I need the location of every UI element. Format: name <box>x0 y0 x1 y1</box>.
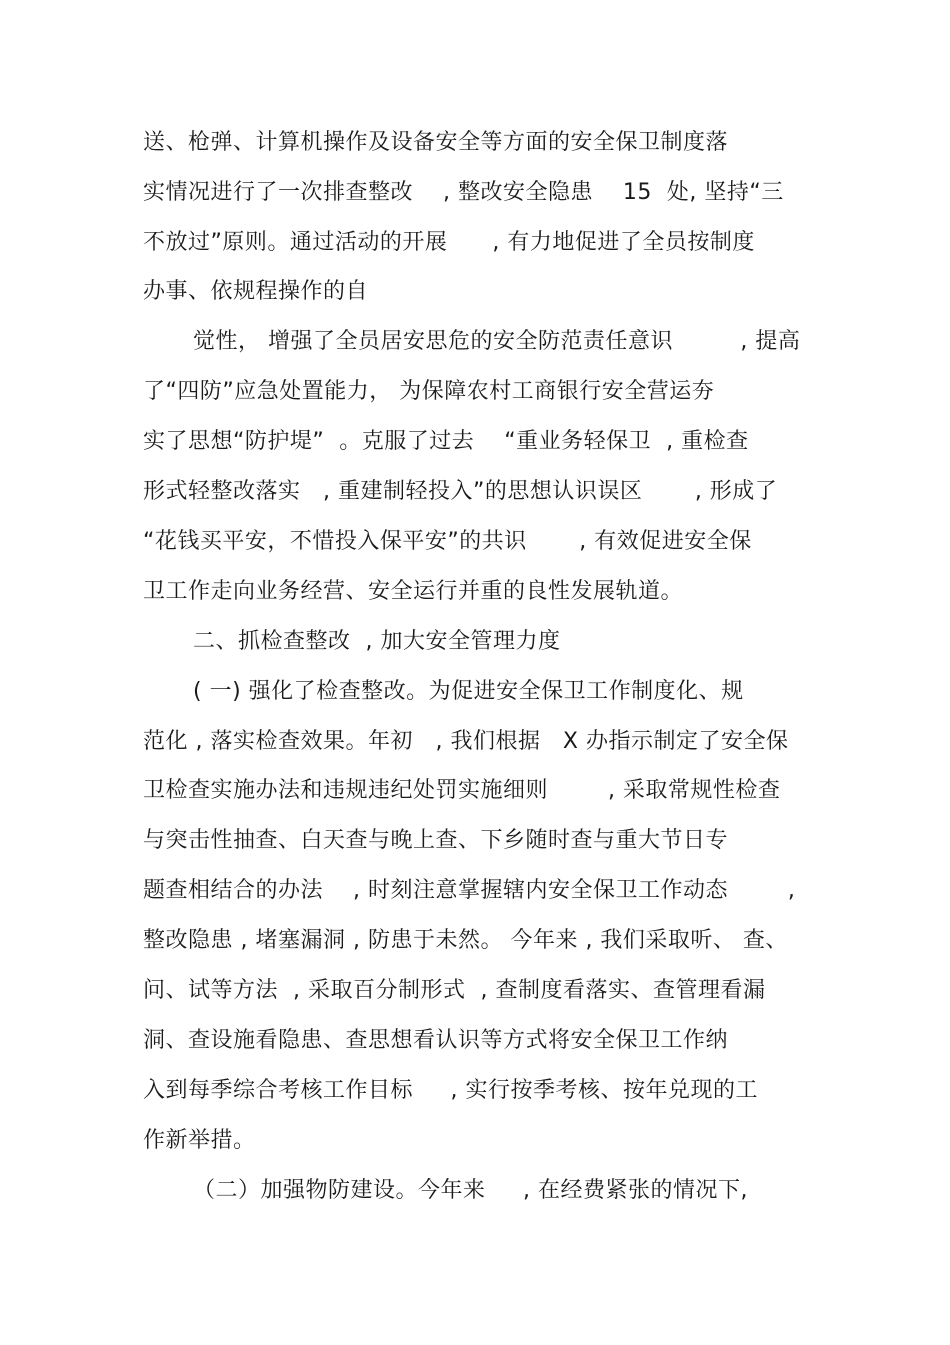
text-line: “花钱买平安，不惜投入保平安”的共识 , 有效促进安全保 <box>143 529 752 554</box>
text-line: 形式轻整改落实 , 重建制轻投入”的思想认识误区 , 形成了 <box>143 479 778 504</box>
text-line: 题查相结合的办法 , 时刻注意掌握辖内安全保卫工作动态 , <box>143 878 796 903</box>
text-line: 入到每季综合考核工作目标 , 实行按季考核、按年兑现的工 <box>143 1078 758 1103</box>
text-line: 范化 , 落实检查效果。年初 , 我们根据 X 办指示制定了安全保 <box>143 729 789 754</box>
text-line: 问、试等方法 , 采取百分制形式 , 查制度看落实、查管理看漏 <box>143 978 766 1003</box>
text-line: 不放过”原则。通过活动的开展 , 有力地促进了全员按制度 <box>143 230 755 255</box>
text-line: 实了思想“防护堤” 。克服了过去 “重业务轻保卫 , 重检查 <box>143 429 749 454</box>
text-line: 实情况进行了一次排查整改 , 整改安全隐患 15 处, 坚持“三 <box>143 180 784 205</box>
text-line: 卫检查实施办法和违规违纪处罚实施细则 , 采取常规性检查 <box>143 778 781 803</box>
text-line: 办事、依规程操作的自 <box>143 279 369 304</box>
text-line: 与突击性抽查、白天查与晚上查、下乡随时查与重大节日专 <box>143 828 729 853</box>
text-line: 了“四防”应急处置能力， 为保障农村工商银行安全营运夯 <box>143 379 715 404</box>
section-heading: 二、抓检查整改 , 加大安全管理力度 <box>193 629 561 654</box>
text-line: ( 一) 强化了检查整改。为促进安全保卫工作制度化、规 <box>193 679 744 704</box>
text-line: 觉性， 增强了全员居安思危的安全防范责任意识 , 提高 <box>193 329 801 354</box>
text-line: 送、枪弹、计算机操作及设备安全等方面的安全保卫制度落 <box>143 130 729 155</box>
text-line: 整改隐患 , 堵塞漏洞 , 防患于未然。 今年来 , 我们采取听、 查、 <box>143 928 788 953</box>
text-line: 作新举措。 <box>143 1128 256 1153</box>
text-line: （二）加强物防建设。今年来 , 在经费紧张的情况下, <box>193 1178 748 1203</box>
text-line: 卫工作走向业务经营、安全运行并重的良性发展轨道。 <box>143 579 684 604</box>
text-line: 洞、查设施看隐患、查思想看认识等方式将安全保卫工作纳 <box>143 1028 729 1053</box>
